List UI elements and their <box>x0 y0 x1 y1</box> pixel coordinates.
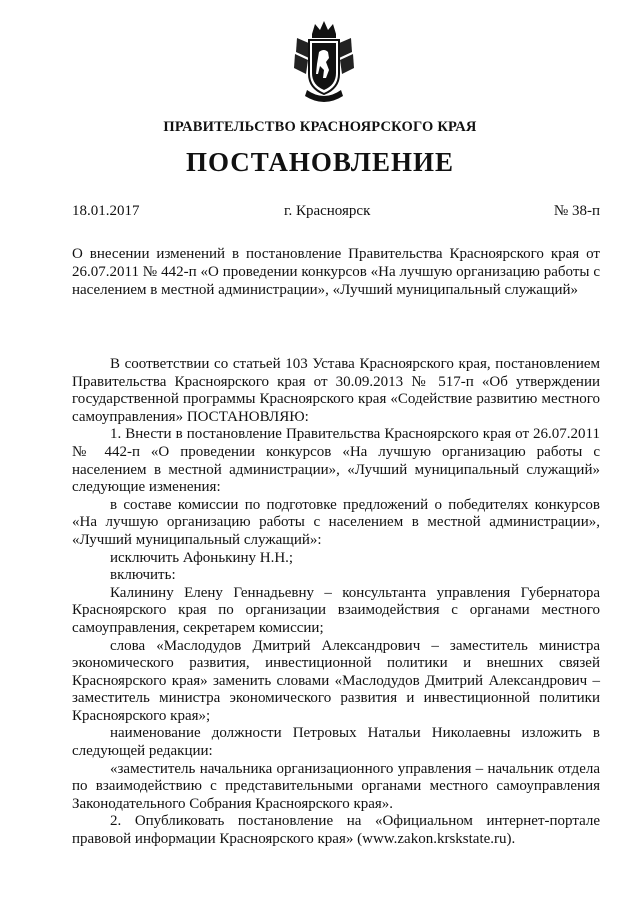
paragraph: слова «Маслодудов Дмитрий Александрович – заместитель министра экономического развития, инвестиционной политики и внешних связей Красноярского края» заменить словами «Маслодудов Дмитрий Александрович – заместитель министра экономического развития и инвестиционной политики Красноярского края»; <box>72 637 600 724</box>
document-subject: О внесении изменений в постановление Правительства Красноярского края от 26.07.2011 № 442-п «О проведении конкурсов «На лучшую организацию работы с населением в местной администрации», «Лучший муниципальный служащий» <box>72 246 600 298</box>
organization-title: ПРАВИТЕЛЬСТВО КРАСНОЯРСКОГО КРАЯ <box>163 119 477 135</box>
paragraph: В соответствии со статьей 103 Устава Красноярского края, постановлением Правительства Красноярского края от 30.09.2013 № 517-п «Об утверждении государственной программы Красноярского края «Содействие развитию местного самоуправления» ПОСТАНОВЛЯЮ: <box>72 356 600 425</box>
coat-of-arms-icon <box>293 18 355 108</box>
paragraph: наименование должности Петровых Натальи Николаевны изложить в следующей редакции: <box>72 725 600 760</box>
document-city: г. Красноярск <box>284 203 371 219</box>
document-type: ПОСТАНОВЛЕНИЕ <box>185 147 455 177</box>
paragraph: «заместитель начальника организационного управления – начальник отдела по взаимодействию с представительными органами местного самоуправления Законодательного Собрания Красноярского края». <box>72 760 600 812</box>
paragraph: Калинину Елену Геннадьевну – консультанта управления Губернатора Красноярского края по организации взаимодействия с органами местного самоуправления, секретарем комиссии; <box>72 584 600 636</box>
paragraph: включить: <box>110 567 176 584</box>
document-date: 18.01.2017 <box>72 203 140 219</box>
paragraph: 2. Опубликовать постановление на «Официальном интернет-портале правовой информации Красноярского края» (www.zakon.krskstate.ru). <box>72 813 600 848</box>
paragraph: исключить Афонькину Н.Н.; <box>110 549 294 566</box>
document-body <box>72 356 600 849</box>
document-number: № 38-п <box>553 203 600 219</box>
paragraph: 1. Внести в постановление Правительства Красноярского края от 26.07.2011 № 442-п «О проведении конкурсов «На лучшую организацию работы с населением в местной администрации», «Лучший муниципальный служащий» следующие изменения: <box>72 426 600 496</box>
paragraph: в составе комиссии по подготовке предложений о победителях конкурсов «На лучшую организацию работы с населением в местной администрации», «Лучший муниципальный служащий»: <box>72 496 600 548</box>
